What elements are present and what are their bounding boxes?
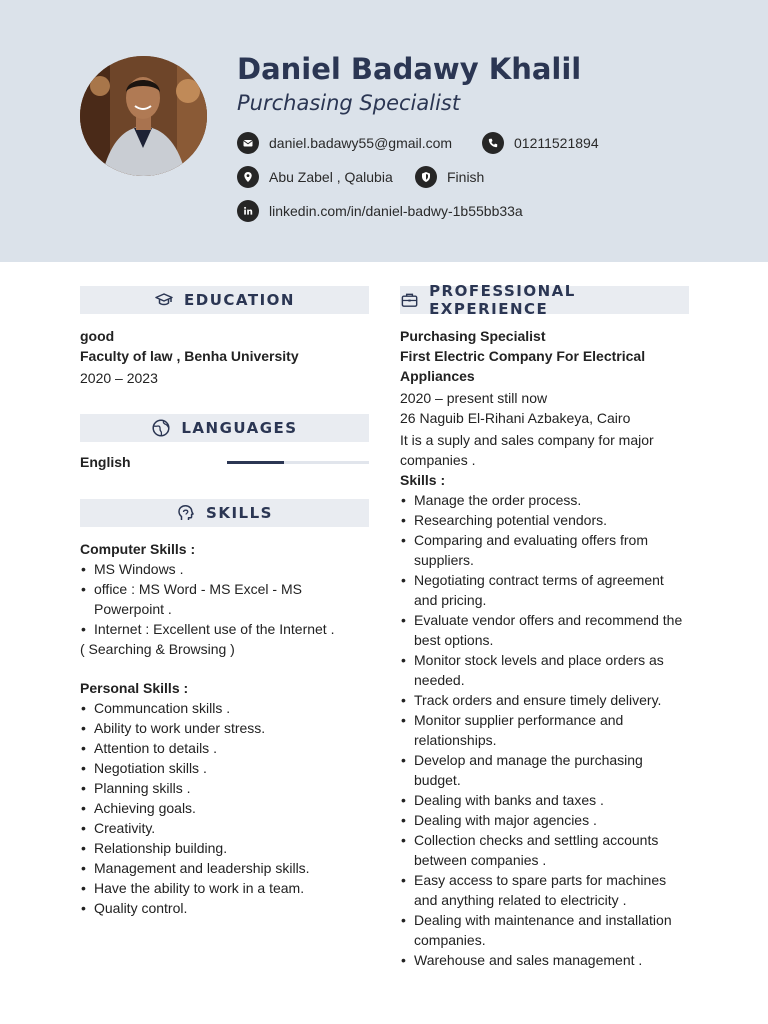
list-item: • Comparing and evaluating offers from suppliers. [400, 530, 689, 570]
list-item: • Negotiating contract terms of agreement and pricing. [400, 570, 689, 610]
skills-heading-text: SKILLS [206, 504, 273, 522]
list-item: • Quality control. [80, 898, 369, 918]
header-banner [0, 0, 768, 262]
experience-address: 26 Naguib El-Rihani Azbakeya, Cairo [400, 410, 631, 426]
list-item: • Attention to details . [80, 738, 369, 758]
education-heading-text: EDUCATION [184, 291, 295, 309]
list-item: • Warehouse and sales management . [400, 950, 689, 970]
email-text: daniel.badawy55@gmail.com [269, 135, 453, 151]
experience-heading-text: PROFESSIONAL EXPERIENCE [429, 282, 576, 318]
education-grade: good [80, 328, 115, 344]
linkedin-contact[interactable] [237, 200, 523, 222]
list-item: • office : MS Word - MS Excel - MS Powerpoint . [80, 579, 369, 619]
education-dates: 2020 – 2023 [80, 370, 158, 386]
skills-heading [80, 499, 369, 527]
language-item [80, 452, 369, 472]
list-item: • Ability to work under stress. [80, 718, 369, 738]
languages-heading [80, 414, 369, 442]
military-status-text: Finish [447, 169, 485, 185]
map-pin-icon [237, 166, 259, 188]
profile-photo [80, 56, 207, 176]
languages-heading-text: LANGUAGES [181, 419, 298, 437]
list-item: • Management and leadership skills. [80, 858, 369, 878]
experience-heading [400, 282, 689, 318]
experience-skills-list [400, 490, 689, 970]
phone-text: 01211521894 [514, 135, 599, 151]
list-item: • Communcation skills . [80, 698, 369, 718]
computer-skills-title: Computer Skills : [80, 541, 196, 557]
phone-icon [482, 132, 504, 154]
globe-icon [151, 418, 171, 438]
envelope-icon [237, 132, 259, 154]
computer-skills-list [80, 559, 369, 639]
list-item: • Track orders and ensure timely delivery. [400, 690, 689, 710]
experience-skills-title: Skills : [400, 472, 446, 488]
list-item: • Collection checks and settling accounts between companies . [400, 830, 689, 870]
email-contact[interactable] [237, 132, 452, 154]
list-item: • Monitor stock levels and place orders as needed. [400, 650, 689, 690]
job-title: Purchasing Specialist [237, 91, 461, 115]
list-item: • Dealing with maintenance and installation companies. [400, 910, 689, 950]
phone-contact[interactable] [482, 132, 599, 154]
experience-description: It is a suply and sales company for major companies . [400, 432, 654, 468]
candidate-name: Daniel Badawy Khalil [237, 52, 582, 86]
language-level-fill [227, 461, 284, 464]
list-item: • Internet : Excellent use of the Internet . [80, 619, 369, 639]
personal-skills-title: Personal Skills : [80, 680, 189, 696]
list-item: • Achieving goals. [80, 798, 369, 818]
list-item: • Researching potential vendors. [400, 510, 689, 530]
left-column [80, 286, 369, 918]
list-item: • Easy access to spare parts for machines and anything related to electricity . [400, 870, 689, 910]
computer-skills-note: ( Searching & Browsing ) [80, 641, 235, 657]
education-heading [80, 286, 369, 314]
list-item: • Monitor supplier performance and relationships. [400, 710, 689, 750]
shield-icon [415, 166, 437, 188]
education-school: Faculty of law , Benha University [80, 348, 299, 364]
list-item: • Manage the order process. [400, 490, 689, 510]
location-text: Abu Zabel , Qalubia [269, 169, 393, 185]
experience-role: Purchasing Specialist [400, 328, 546, 344]
right-column [400, 282, 689, 970]
list-item: • Relationship building. [80, 838, 369, 858]
linkedin-icon [237, 200, 259, 222]
list-item: • Creativity. [80, 818, 369, 838]
location-contact [237, 166, 393, 188]
graduation-cap-icon [154, 290, 174, 310]
list-item: • Dealing with banks and taxes . [400, 790, 689, 810]
language-level-bar [227, 461, 369, 464]
language-name: English [80, 454, 131, 470]
list-item: • MS Windows . [80, 559, 369, 579]
list-item: • Evaluate vendor offers and recommend the best options. [400, 610, 689, 650]
briefcase-icon [400, 290, 419, 310]
personal-skills-list [80, 698, 369, 918]
list-item: • Have the ability to work in a team. [80, 878, 369, 898]
experience-company: First Electric Company For Electrical Appliances [400, 348, 646, 384]
brain-head-icon [176, 503, 196, 523]
list-item: • Develop and manage the purchasing budget. [400, 750, 689, 790]
list-item: • Planning skills . [80, 778, 369, 798]
linkedin-text: linkedin.com/in/daniel-badwy-1b55bb33a [269, 203, 523, 219]
list-item: • Negotiation skills . [80, 758, 369, 778]
military-status [415, 166, 484, 188]
list-item: • Dealing with major agencies . [400, 810, 689, 830]
experience-dates: 2020 – present still now [400, 390, 548, 406]
